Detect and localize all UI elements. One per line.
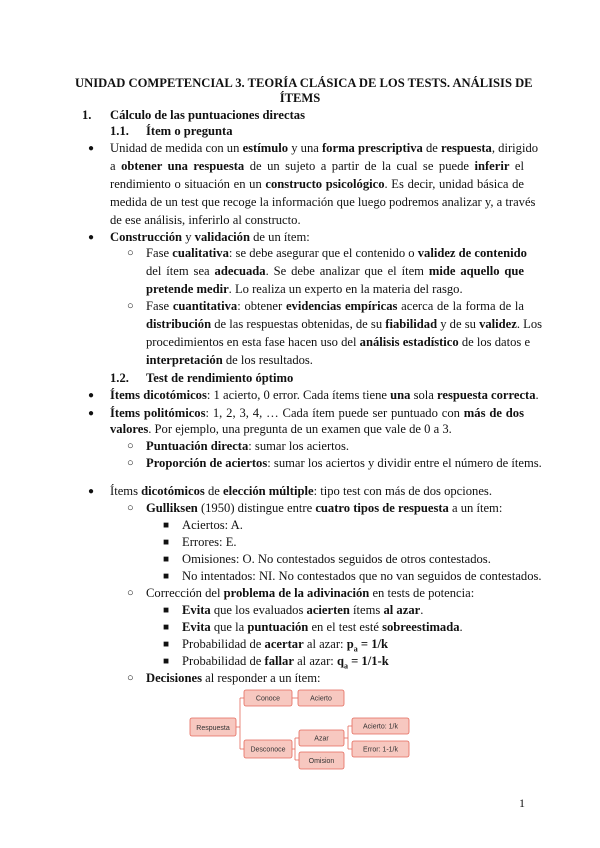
subsection-number: 1.1. [110,124,129,138]
paragraph-line: Decisiones al responder a un ítem: [146,671,321,685]
circle-bullet-icon: ○ [127,672,134,684]
paragraph-line: Gulliksen (1950) distingue entre cuatro tipos de respuesta a un ítem: [146,501,503,515]
paragraph-line: Ítems politómicos: 1, 2, 3, 4, … Cada ítem puede ser puntuado con más de dos [110,406,525,420]
circle-bullet-icon: ○ [127,300,134,312]
paragraph-line: Evita que la puntuación en el test esté sobreestimada. [182,620,463,634]
paragraph-line: Ítems dicotómicos: 1 acierto, 0 error. Cada ítems tiene una sola respuesta correcta. [110,388,539,402]
paragraph-line: de ese análisis, inferirlo al constructo. [110,213,301,227]
square-bullet-icon: ■ [163,554,170,565]
decision-tree-diagram [188,688,413,784]
paragraph-line: distribución de las respuestas obtenidas, de su fiabilidad y de su validez. Los [146,317,543,331]
paragraph-line: Fase cuantitativa: obtener evidencias empíricas acerca de la forma de la [146,299,524,313]
paragraph-line: medida de un test que recoge la información que luego podremos analizar y, a través [110,195,536,209]
circle-bullet-icon: ○ [127,247,134,259]
circle-bullet-icon: ○ [127,587,134,599]
paragraph-line: Probabilidad de fallar al azar: $q_a = 1/1-k$ [182,654,389,671]
paragraph-line: Unidad de medida con un estímulo y una forma prescriptiva de respuesta, dirigido [110,141,539,155]
section-number: 1. [82,108,92,122]
paragraph-line: pretende medir. Lo realiza un experto en la materia del rasgo. [146,282,463,296]
paragraph-line: Errores: E. [182,535,237,549]
square-bullet-icon: ■ [163,571,170,582]
paragraph-line: Construcción y validación de un ítem: [110,230,310,244]
acierto-label: Acierto [310,695,332,703]
bullet-icon: ● [88,143,95,154]
acierto-prob-label: Acierto: 1/k [362,723,399,731]
desconoce-label: Desconoce [250,746,286,754]
paragraph-line: Proporción de aciertos: sumar los aciertos y dividir entre el número de ítems. [146,456,542,470]
omision-label: Omision [308,758,335,765]
square-bullet-icon: ■ [163,605,170,616]
subsection-number: 1.2. [110,371,129,385]
paragraph-line: Probabilidad de acertar al azar: $p_a = 1/k$ [182,637,388,654]
page-title-line2: ÍTEMS [279,91,321,105]
page-title: UNIDAD COMPETENCIAL 3. TEORÍA CLÁSICA DE LOS TESTS. ANÁLISIS DE [75,76,533,90]
subsection-title: Ítem o pregunta [146,124,233,138]
bullet-icon: ● [88,390,95,401]
paragraph-line: a obtener una respuesta de un sujeto a partir de la cual se puede inferir el [110,159,524,173]
paragraph-line: No intentados: NI. No contestados que no van seguidos de contestados. [182,569,542,583]
paragraph-line: rendimiento o situación en un constructo psicológico. Es decir, unidad básica de [110,177,524,191]
error-prob-label: Error: 1-1/k [362,746,399,754]
bullet-icon: ● [88,486,95,497]
square-bullet-icon: ■ [163,656,170,667]
paragraph-line: procedimientos en esta fase hacen uso del análisis estadístico de los datos e [146,335,531,349]
page-number: 1 [519,796,525,810]
paragraph-line: Ítems dicotómicos de elección múltiple: tipo test con más de dos opciones. [110,484,492,498]
square-bullet-icon: ■ [163,639,170,650]
bullet-icon: ● [88,232,95,243]
paragraph-line: valores. Por ejemplo, una pregunta de un examen que vale de 0 a 3. [110,422,452,436]
paragraph-line: Aciertos: A. [182,518,243,532]
paragraph-line: interpretación de los resultados. [146,353,313,367]
section-title: Cálculo de las puntuaciones directas [110,108,305,122]
paragraph-line: del ítem sea adecuada. Se debe analizar que el ítem mide aquello que [146,264,525,278]
square-bullet-icon: ■ [163,537,170,548]
subsection-title: Test de rendimiento óptimo [146,371,294,385]
paragraph-line: Omisiones: O. No contestados seguidos de otros contestados. [182,552,491,566]
respuesta-label: Respuesta [196,725,230,732]
azar-label: Azar [314,735,329,743]
square-bullet-icon: ■ [163,520,170,531]
paragraph-line: Fase cualitativa: se debe asegurar que el contenido o validez de contenido [146,246,527,260]
paragraph-line: Puntuación directa: sumar los aciertos. [146,439,350,453]
paragraph-line: Corrección del problema de la adivinación en tests de potencia: [146,586,475,600]
circle-bullet-icon: ○ [127,502,134,514]
conoce-label: Conoce [255,695,281,703]
circle-bullet-icon: ○ [127,457,134,469]
paragraph-line: Evita que los evaluados acierten ítems al azar. [182,603,424,617]
circle-bullet-icon: ○ [127,440,134,452]
bullet-icon: ● [88,408,95,419]
square-bullet-icon: ■ [163,622,170,633]
